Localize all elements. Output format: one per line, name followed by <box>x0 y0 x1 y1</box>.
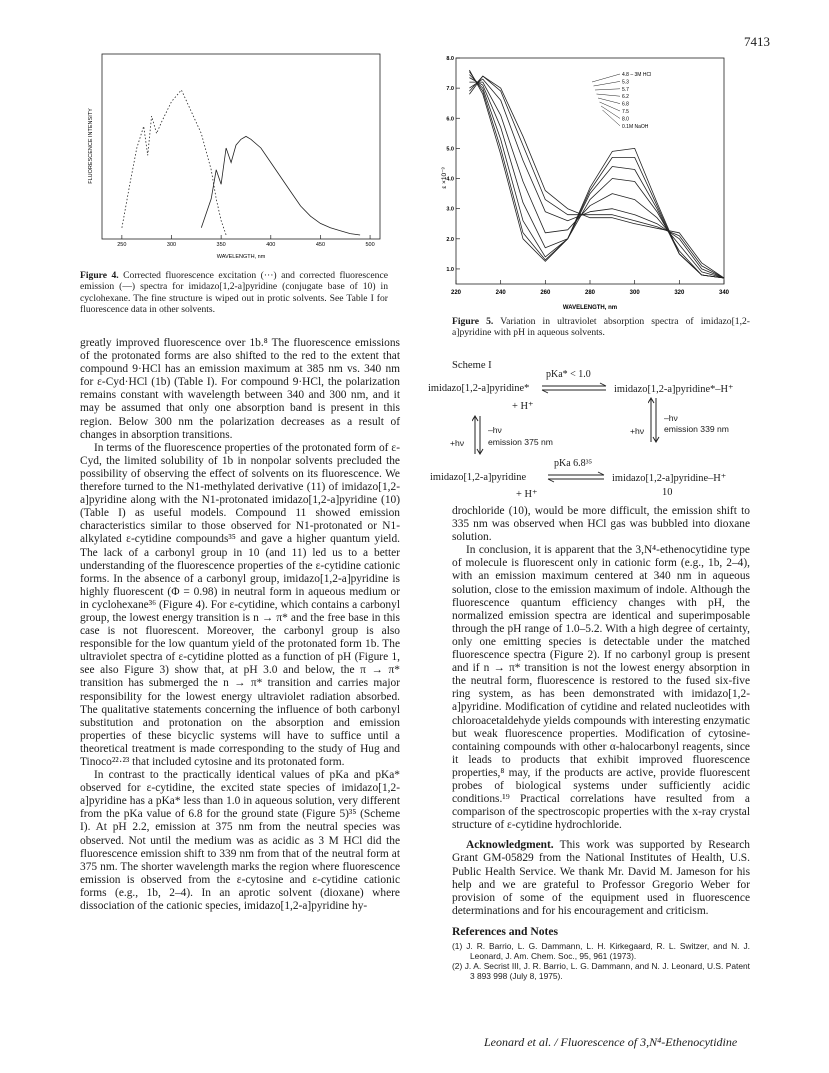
left-column <box>80 337 400 913</box>
figure-5-ytick-label: 4.0 <box>446 176 454 183</box>
scheme-right-hv-down: –hν <box>664 413 678 423</box>
figure-5-legend-leader <box>597 94 621 96</box>
scheme-left-arrows <box>472 414 484 458</box>
figure-5-ytick-label: 2.0 <box>446 236 454 243</box>
acknowledgment <box>452 839 750 918</box>
scheme-left-emission: emission 375 nm <box>488 437 553 447</box>
figure-5-legend-leader <box>601 106 620 118</box>
scheme-right-hv-up: +hν <box>630 426 645 436</box>
scheme-bottom-equilibrium-arrow <box>546 471 608 483</box>
figure-5-legend-leader <box>594 81 621 86</box>
left-paragraph-3: In contrast to the practically identical values of pKa and pKa* observed for ε-cytidine, the excited state species of imidazo[1,2-a]pyridine has a pKa* less than 1.0 in aqueous solution, very different from the pKa value of 6.8 for the ground state (Figure 5)³⁵ (Scheme I). At pH 2.2, emission at 375 nm from the neutral species was observed. Not until the medium was as acidic as 3 M HCl did the fluorescence emission shift to 339 nm from that of the neutral form at 375 nm. The shorter wavelength marks the region where fluorescence emission is observed from the ε-cytosine and ε-cytidine cationic forms (e.g., 1b, 2–4). In an aprotic solvent (dioxane) where dissociation of the cationic species, imidazo[1,2-a]pyridine hy- <box>80 769 400 913</box>
figure-4-xtick-label: 350 <box>216 242 226 248</box>
reference-item: (2) J. A. Secrist III, J. R. Barrio, L. G. Dammann, and N. J. Leonard, U.S. Patent 3 893 998 (July 8, 1975). <box>452 961 750 981</box>
scheme-right-emission: emission 339 nm <box>664 424 729 434</box>
scheme-bottom-arrow-label: pKa 6.8³⁵ <box>554 458 593 469</box>
reference-item: (1) J. R. Barrio, L. G. Dammann, L. H. Kirkegaard, R. L. Switzer, and N. J. Leonard, J. Am. Chem. Soc., 95, 961 (1973). <box>452 941 750 961</box>
right-column <box>452 505 750 981</box>
figure-5-xtick-label: 320 <box>674 290 685 296</box>
scheme-bottom-right: imidazo[1,2-a]pyridine–H⁺ <box>612 473 727 484</box>
figure-5-legend-entry: 8.0 <box>622 116 629 123</box>
scheme-top-equilibrium-arrow <box>540 382 610 394</box>
acknowledgment-label: Acknowledgment. <box>466 839 554 852</box>
scheme-left-hv-down: –hν <box>488 425 502 435</box>
figure-5-legend-leader <box>592 74 620 82</box>
figure-5-ytick-label: 6.0 <box>446 116 454 123</box>
figure-5-ytick-label: 5.0 <box>446 146 454 153</box>
page-number: 7413 <box>744 34 770 49</box>
figure-4 <box>80 50 385 265</box>
figure-5-legend-entry: 6.2 <box>622 94 629 101</box>
figure-5-xtick-label: 280 <box>584 290 596 296</box>
emission-spectrum-line <box>201 136 360 235</box>
figure-4-xtick-label: 450 <box>315 242 326 248</box>
figure-5-caption-label: Figure 5. <box>452 316 494 327</box>
scheme-1 <box>428 360 752 500</box>
scheme-top-arrow-label: pKa* < 1.0 <box>546 369 591 380</box>
figure-4-xtick-label: 400 <box>266 242 276 248</box>
figure-4-caption-label: Figure 4. <box>80 270 119 281</box>
figure-5-legend-entry: 5.7 <box>622 86 629 93</box>
figure-4-xtick-label: 300 <box>166 242 177 248</box>
running-footer: Leonard et al. / Fluorescence of 3,N⁴-Ethenocytidine <box>484 1035 738 1049</box>
figure-5-xtick-label: 340 <box>718 290 730 296</box>
figure-5-legend-entry: 0.1M NaOH <box>622 123 649 130</box>
figure-5-ytick-label: 7.0 <box>446 86 454 93</box>
figure-5-xtick-label: 220 <box>450 290 462 296</box>
right-paragraph-2: In conclusion, it is apparent that the 3,N⁴-ethenocytidine type of molecule is fluorescent only in cationic form (e.g., 1b, 2–4), with an emission maximum centered at 340 nm in aqueous solution, close to the emission maximum of indole. Although the fluorescence quantum efficiency changes with pH, the normalized emission spectra are identical and superimposable through the pH range of 1.0–5.2. With a high degree of certainty, only one emitting species is detectable under the matched fluorescence spectra (Figure 2). If no carbonyl group is present and if n → π* transition is not the lowest energy absorption in the neutral form, fluorescence is restored to the fused six-five ring system, as has been demonstrated with imidazo[1,2-a]pyridine. Modification of cytidine and related nucleotides with chloroacetaldehyde yields compounds with interesting enzymatic but weak fluorescence properties. Modification of cytosine-containing compounds with other α-halocarbonyl reagents, since it leads to products that exhibit improved fluorescence properties,⁸ may, if the products are active, provide fluorescent probes of biological systems under sufficiently acidic conditions.¹⁹ Practical correlations have resulted from a comparison of the spectroscopic properties with the x-ray crystal structure of ε-cytidine hydrochloride. <box>452 544 750 832</box>
scheme-left-hv-up: +hν <box>450 438 465 448</box>
scheme-top-right: imidazo[1,2-a]pyridine*–H⁺ <box>614 384 734 395</box>
figure-5-xtick-label: 260 <box>540 290 551 296</box>
figure-5-legend-entry: 5.3 <box>622 79 629 86</box>
figure-5-legend-entry: 7.5 <box>622 109 629 115</box>
figure-4-ylabel: FLUORESCENCE INTENSITY <box>88 108 94 184</box>
scheme-bottom-below: + H⁺ <box>516 489 538 500</box>
figure-5-ytick-label: 3.0 <box>446 206 454 213</box>
figure-4-caption-text: Corrected fluorescence excitation (···) and corrected fluorescence emission (—) spectra for imidazo[1,2-a]pyridine (conjugate base of 10) in cyclohexane. The fine structure is wiped out in protic solvents. See Table I for fluorescence data in other solvents. <box>80 270 388 316</box>
left-paragraph-2: In terms of the fluorescence properties of the protonated form of ε-Cyd, the limited solubility of 1b in nonpolar solvents precluded the possibility of observing the effect of solvents on its fluorescence. We therefore turned to the N1-methylated derivative (11) of imidazo[1,2-a]pyridine along with the N1-protonated imidazo[1,2-a]pyridine (10) (Table I) as useful models. Compound 11 showed emission characteristics similar to those observed for N1-protonated or N1-alkylated ε-cytidine compounds³⁵ and gave a higher quantum yield. The lack of a carbonyl group in 10 (and 11) led us to a better understanding of the fluorescence properties of the ε-cytidine cationic forms. In the absence of a carbonyl group, imidazo[1,2-a]pyridine is highly fluorescent (Φ = 0.98) in neutral form in aqueous medium or in cyclohexane³⁶ (Figure 4). For ε-cytidine, which contains a carbonyl group, the lowest energy transition is n → π* and the free base in this case is not fluorescent. Moreover, the carbonyl group is also responsible for the low quantum yield of the protonated form 1b. The ultraviolet spectra of ε-cytidine plotted as a function of pH (Figure 1, see also Figure 3) show that, at pH 3.0 and below, the π → π* transition has submerged the n → π* transition and carries major responsibility for the lowest energy ultraviolet radiation absorbed. The qualitative statements concerning the influence of both carbonyl substitution and protonation on the absorption and emission properties of these bicyclic systems will have to suffice until a theoretical treatment is made corresponding to the study of Hug and Tinoco²²·²³ that included cytosine and its protonated form. <box>80 441 400 768</box>
figure-5-legend-leader <box>600 102 621 111</box>
figure-5-xlabel: WAVELENGTH, nm <box>562 305 618 311</box>
figure-5-legend-leader <box>603 110 621 126</box>
acknowledgment-text: This work was supported by Research Grant GM-05829 from the National Institutes of Health, U.S. Public Health Service. We thank Mr. David M. Jameson for his help and we are grateful to Professor Gregorio Weber for provision of some of the equipment used in fluorescence determinations and for his encouragement and criticism. <box>452 839 750 917</box>
figure-5-legend-entry: 4.8 – 3M HCl <box>622 72 652 78</box>
figure-5-series-line <box>469 79 724 278</box>
figure-4-xtick-label: 250 <box>117 242 127 248</box>
figure-4-xlabel: WAVELENGTH, nm <box>216 254 266 260</box>
references-list <box>452 941 750 981</box>
figure-5-caption-text: Variation in ultraviolet absorption spectra of imidazo[1,2-a]pyridine with pH in aqueous solvents. <box>452 316 750 339</box>
figure-5-ytick-label: 8.0 <box>446 56 454 62</box>
figure-4-caption <box>80 270 388 316</box>
left-paragraph-1: greatly improved fluorescence over 1b.⁸ The fluorescence emissions of the protonated forms are also shifted to the red to the extent that compound 9·HCl has an emission maximum at 385 nm vs. 340 nm for ε-Cyd·HCl (1b) (Table I). For compound 9·HCl, the polarization remains constant with wavelength between 340 and 300 nm, and it may be assumed that only one absorption band is present in this region. Below 300 nm the polarization decreases as a result of changes in absorption transitions. <box>80 337 400 441</box>
scheme-right-arrows <box>648 396 660 446</box>
scheme-top-left: imidazo[1,2-a]pyridine* <box>428 383 530 394</box>
figure-5-chart <box>438 52 738 314</box>
figure-4-chart <box>80 50 385 265</box>
figure-5-ytick-label: 1.0 <box>446 266 454 273</box>
figure-4-xtick-label: 500 <box>365 242 375 248</box>
figure-5-legend-leader <box>595 89 620 90</box>
figure-5 <box>438 52 738 314</box>
right-paragraph-1: drochloride (10), would be more difficult, the emission shift to 335 nm was observed when HCl gas was bubbled into dioxane solution. <box>452 505 750 544</box>
figure-5-xtick-label: 240 <box>495 290 506 296</box>
scheme-title: Scheme I <box>452 360 492 371</box>
scheme-compound-number: 10 <box>662 487 673 498</box>
figure-5-ylabel: ε ×10⁻³ <box>441 167 448 189</box>
scheme-top-below: + H⁺ <box>512 401 534 412</box>
figure-5-caption <box>452 316 750 339</box>
references-title: References and Notes <box>452 924 559 938</box>
excitation-spectrum-line <box>122 90 226 235</box>
scheme-bottom-left: imidazo[1,2-a]pyridine <box>430 472 527 483</box>
figure-5-legend-entry: 6.8 <box>622 101 629 108</box>
figure-5-xtick-label: 300 <box>629 290 640 296</box>
